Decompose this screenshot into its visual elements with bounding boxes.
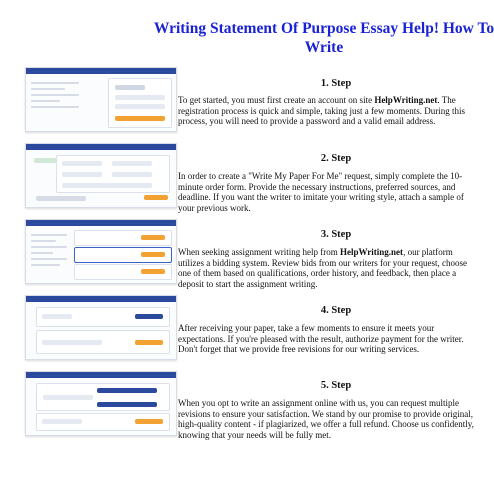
thumb-header-bar — [26, 68, 176, 74]
step-3-heading: 3. Step — [320, 229, 352, 240]
thumb-next-button — [144, 195, 168, 200]
step-1-text: To get started, you must first create an account on site HelpWriting.net. The registration process is quick and simple, taking just a few moments. During this process, you will need to provide a password and a valid email address. — [178, 95, 465, 126]
step-1-screenshot — [25, 67, 177, 132]
thumb-chat-panel — [36, 383, 170, 411]
step-4-text: After receiving your paper, take a few moments to ensure it meets your expectations. If you're pleased with the result, authorize payment for the writer. Don't forget that we provide free revisions for our writing services. — [178, 323, 464, 354]
thumb-hire-button — [141, 235, 165, 240]
thumb-header-bar — [26, 220, 176, 226]
thumb-bid-card-3 — [74, 264, 172, 280]
step-3-text: When seeking assignment writing help from HelpWriting.net, our platform utilizes a bidding system. Review bids from our writers for your request, choose one of them based on qualifications, order history, and feedback, then place a deposit to start the assignment writing. — [178, 247, 467, 289]
thumb-order-form — [56, 155, 170, 193]
page-title: Writing Statement Of Purpose Essay Help! How To Write — [153, 20, 494, 56]
thumb-approve-button — [135, 314, 163, 319]
thumb-sidebar — [31, 82, 79, 112]
thumb-bid-card-1 — [74, 230, 172, 246]
thumb-final-paper — [36, 330, 170, 354]
thumb-paper-card — [36, 307, 170, 327]
thumb-signup-panel — [108, 78, 172, 128]
step-5-text: When you opt to write an assignment online with us, you can request multiple revisions to ensure your satisfaction. We stand by our promise to provide original, high-quality content - if plagiarized, we offer a full refund. Choose us confidently, knowing that your needs will be fully met. — [178, 398, 474, 440]
step-3-screenshot — [25, 219, 177, 284]
thumb-header-bar — [26, 144, 176, 150]
step-4-screenshot — [25, 295, 177, 360]
thumb-submission-card — [36, 413, 170, 431]
step-4-heading: 4. Step — [320, 305, 352, 316]
step-2-heading: 2. Step — [320, 153, 352, 164]
thumb-continue-button — [115, 116, 165, 121]
thumb-header-bar — [26, 296, 176, 302]
thumb-sidebar — [31, 234, 67, 270]
step-1-heading: 1. Step — [320, 78, 352, 89]
thumb-bid-card-2 — [74, 247, 172, 263]
step-2-text: In order to create a "Write My Paper For Me" request, simply complete the 10-minute order form. Provide the necessary instructions, preferred sources, and deadline. If you want the writer to imitate your writing style, attach a sample of your previous work. — [178, 171, 464, 213]
thumb-revise-button — [135, 419, 163, 424]
step-5-heading: 5. Step — [320, 380, 352, 391]
step-2-screenshot — [25, 143, 177, 208]
step-5-screenshot — [25, 371, 177, 436]
thumb-header-bar — [26, 372, 176, 378]
